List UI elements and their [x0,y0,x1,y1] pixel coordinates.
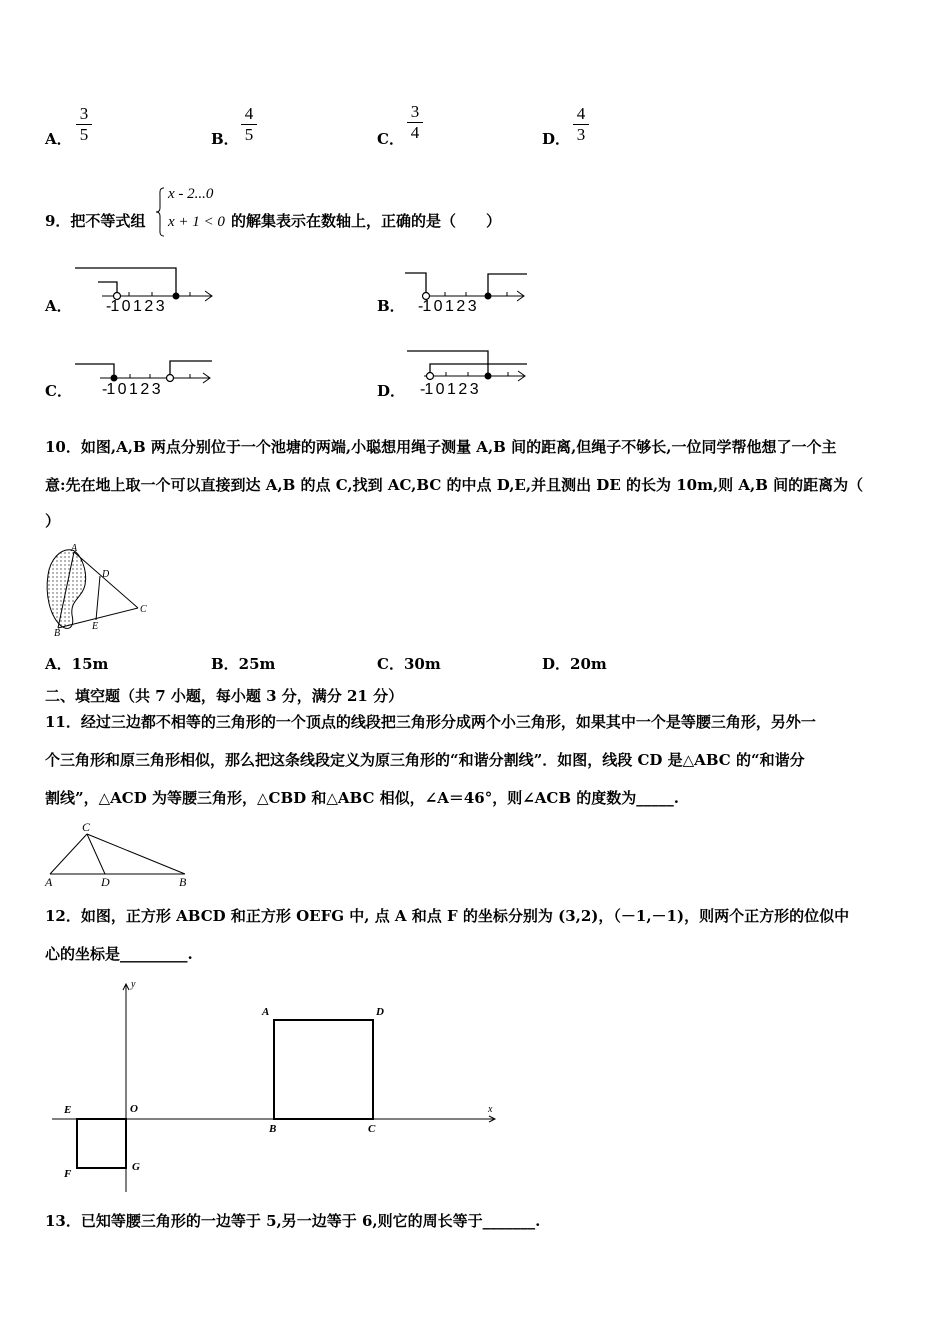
q8-c-numerator: 3 [410,102,420,121]
q9-option-c-ticks: -1 0 1 2 3 [102,381,160,398]
q9-stem-post: 的解集表示在数轴上，正确的是（ ） [231,212,502,230]
q10-line2: 意:先在地上取一个可以直接到达 A,B 的点 C,找到 AC,BC 的中点 D,E,并且测出 DE 的长为 10m,则 A,B 间的距离为（ [45,476,864,494]
q8-option-b-label: B． [211,130,239,148]
q12-line1: 12．如图，正方形 ABCD 和正方形 OEFG 中, 点 A 和点 F 的坐标分别为 (3,2)，（－1,－1)，则两个正方形的位似中 [45,907,850,925]
q10-label-a: A [71,543,78,554]
q12-label-f: F [64,1168,72,1180]
q9-option-d-label: D． [377,382,406,400]
q8-b-denominator: 5 [244,125,254,144]
q10-line3: ） [45,512,61,530]
q9-system-line2: x + 1 < 0 [168,214,225,230]
q11-label-a: A [45,875,53,889]
q12-label-a: A [262,1006,270,1018]
square-abcd [274,1020,373,1119]
q11-triangle-figure [45,822,195,882]
q12-label-o: O [130,1103,138,1115]
q8-d-numerator: 4 [576,104,586,123]
q12-label-e: E [64,1104,72,1116]
q8-option-c-fraction [406,102,424,143]
q12-label-b: B [269,1123,277,1135]
q12-line2: 心的坐标是_________. [45,945,193,963]
q9-system-brace [156,186,166,238]
q8-a-denominator: 5 [79,125,89,144]
q9-option-b-label: B． [377,297,405,315]
q9-option-a-ticks: -1 0 1 2 3 [106,298,164,315]
q9-stem-pre: 9．把不等式组 [45,212,146,230]
q10-option-b: B．25m [211,655,276,673]
q11-label-c: C [82,820,91,834]
q10-label-c: C [140,604,147,615]
q8-option-a [45,128,72,149]
q10-option-a: A．15m [45,655,109,673]
q10-label-d: D [102,569,110,580]
q9-option-a-label: A． [45,297,72,315]
q10-label-e: E [92,621,99,632]
q10-label-b: B [54,628,61,639]
q11-line3: 割线”，△ACD 为等腰三角形，△CBD 和△ABC 相似，∠A＝46°，则∠ACB 的度数为_____. [45,789,679,807]
q8-option-d [542,128,570,149]
q10-line1: 10．如图,A,B 两点分别位于一个池塘的两端,小聪想用绳子测量 A,B 间的距离,但绳子不够长,一位同学帮他想了一个主 [45,438,837,456]
q9-option-d-ticks: -1 0 1 2 3 [420,381,478,398]
q8-option-b-fraction [240,104,258,145]
section-2-heading: 二、填空题（共 7 小题，每小题 3 分，满分 21 分） [45,687,404,705]
q8-b-numerator: 4 [244,104,254,123]
q12-label-d: D [376,1006,384,1018]
q11-line2: 个三角形和原三角形相似，那么把这条线段定义为原三角形的“和谐分割线”．如图，线段 CD 是△ABC 的“和谐分 [45,751,805,769]
q12-label-g: G [132,1161,140,1173]
q8-option-c [377,128,404,149]
q11-line1: 11．经过三边都不相等的三角形的一个顶点的线段把三角形分成两个小三角形，如果其中一个是等腰三角形，另外一 [45,713,816,731]
q8-a-numerator: 3 [79,104,89,123]
q9-option-c-label: C． [45,382,72,400]
q12-label-y: y [131,979,136,990]
q9-system-line1: x - 2...0 [168,186,214,202]
q11-label-d: D [101,875,110,889]
q8-c-denominator: 4 [410,123,420,142]
q8-option-d-label: D． [542,130,571,148]
q9-option-b-ticks: -1 0 1 2 3 [418,298,476,315]
q10-option-d: D．20m [542,655,607,673]
q13-line1: 13．已知等腰三角形的一边等于 5,另一边等于 6,则它的周长等于_______. [45,1212,541,1230]
q8-option-d-fraction [572,104,590,145]
q8-option-a-label: A． [45,130,72,148]
q12-coordinate-figure [50,980,510,1200]
q11-label-b: B [179,875,187,889]
q8-d-denominator: 3 [576,125,586,144]
square-oefg [77,1119,126,1168]
q12-label-c: C [368,1123,376,1135]
q12-label-x: x [488,1104,493,1115]
q8-option-c-label: C． [377,130,404,148]
q10-option-c: C．30m [377,655,441,673]
q8-option-b [211,128,239,149]
q8-option-a-fraction [75,104,93,145]
